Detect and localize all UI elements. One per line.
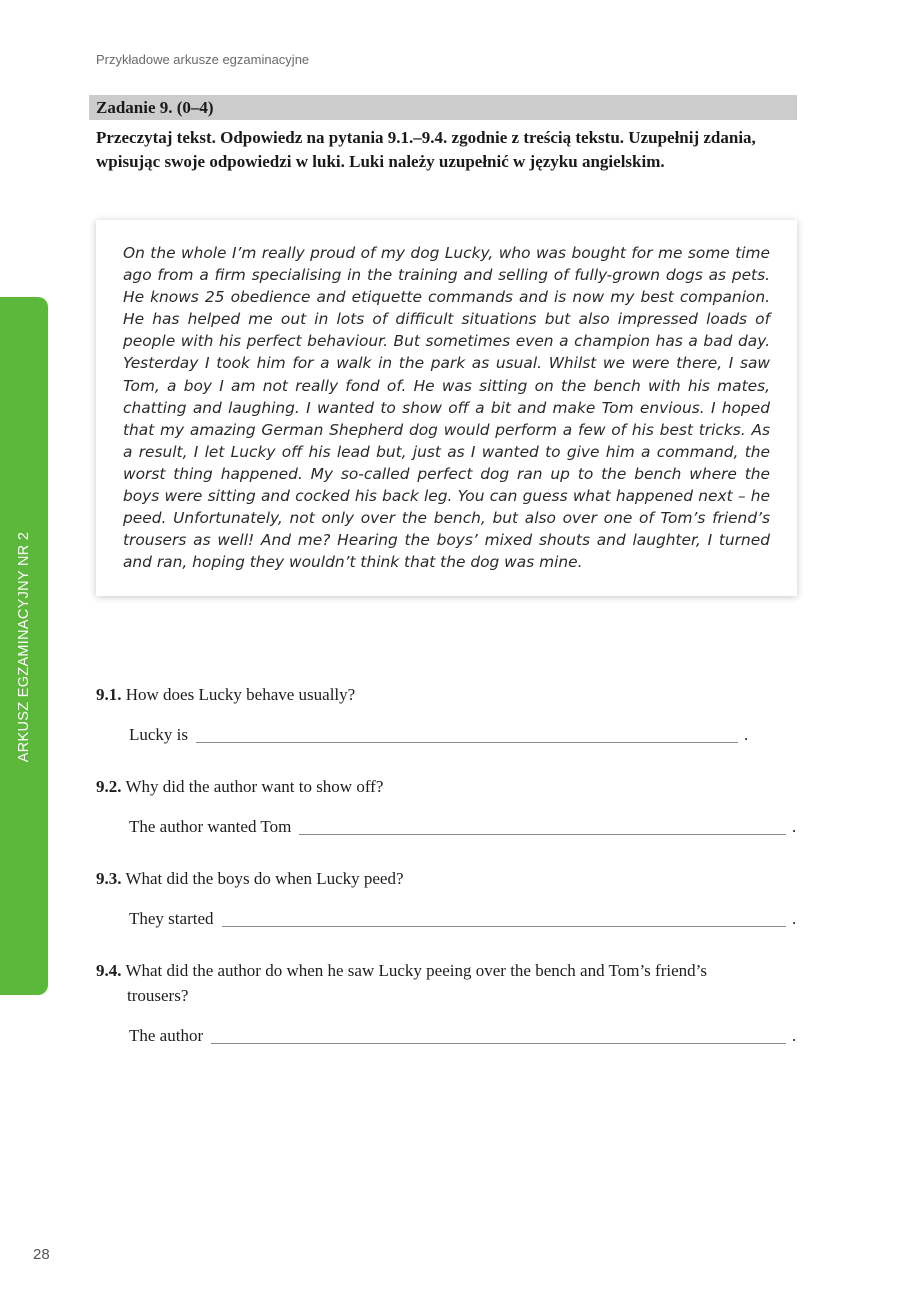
- task-title: Zadanie 9. (0–4): [89, 95, 797, 120]
- question-text: What did the author do when he saw Lucky peeing over the bench and Tom’s friend’s: [125, 961, 707, 980]
- question-text-continued: trousers?: [127, 986, 189, 1005]
- question-9-3: [96, 866, 786, 891]
- answer-blank[interactable]: [222, 910, 787, 927]
- side-tab-label: ARKUSZ EGZAMINACYJNY NR 2: [16, 531, 32, 763]
- question-9-2: [96, 774, 786, 799]
- answer-9-1: [129, 724, 750, 746]
- answer-blank[interactable]: [196, 726, 738, 743]
- question-text: Why did the author want to show off?: [125, 777, 384, 796]
- answer-stem: They started: [129, 909, 214, 928]
- question-number: 9.4.: [96, 961, 122, 980]
- answer-end-mark: .: [744, 725, 749, 744]
- answer-stem: Lucky is: [129, 725, 189, 744]
- answer-9-2: [129, 816, 798, 838]
- question-9-4: [96, 958, 786, 1008]
- answer-9-3: [129, 908, 798, 930]
- question-text: How does Lucky behave usually?: [125, 685, 356, 704]
- answer-blank[interactable]: [211, 1027, 786, 1044]
- page-number: 28: [33, 1246, 50, 1263]
- answer-end-mark: .: [792, 817, 797, 836]
- answer-9-4: [129, 1025, 798, 1047]
- question-number: 9.2.: [96, 777, 122, 796]
- answer-end-mark: .: [792, 909, 797, 928]
- answer-end-mark: .: [792, 1026, 797, 1045]
- running-header: Przykładowe arkusze egzaminacyjne: [96, 52, 310, 67]
- answer-blank[interactable]: [299, 818, 786, 835]
- question-9-1: [96, 682, 786, 707]
- question-number: 9.1.: [96, 685, 122, 704]
- answer-stem: The author wanted Tom: [129, 817, 292, 836]
- reading-text-box: [96, 220, 797, 596]
- question-text: What did the boys do when Lucky peed?: [125, 869, 404, 888]
- answer-stem: The author: [129, 1026, 204, 1045]
- question-number: 9.3.: [96, 869, 122, 888]
- task-instruction: Przeczytaj tekst. Odpowiedz na pytania 9.1.–9.4. zgodnie z treścią tekstu. Uzupełnij zdania, wpisując swoje odpowiedzi w luki. Luki należy uzupełnić w języku angielskim.: [96, 128, 756, 171]
- reading-text: On the whole I’m really proud of my dog Lucky, who was bought for me some time ago from a firm specialising in the training and selling of fully-grown dogs as pets. He knows 25 obedience and etiquette commands and is now my best companion. He has helped me out in lots of difficult situations but also impressed loads of people with his perfect behaviour. But sometimes even a champion has a bad day. Yesterday I took him for a walk in the park as usual. Whilst we were there, I saw Tom, a boy I am not really fond of. He was sitting on the bench with his mates, chatting and laughing. I wanted to show off a bit and make Tom envious. I hoped that my amazing German Shepherd dog would perform a few of his best tricks. As a result, I let Lucky off his lead but, just as I wanted to give him a command, the worst thing happened. My so-called perfect dog ran up to the bench where the boys were sitting and cocked his back leg. You can guess what happened next – he peed. Unfortunately, not only over the bench, but also over one of Tom’s friend’s trousers as well! And me? Hearing the boys’ mixed shouts and laughter, I turned and ran, hoping they wouldn’t think that the dog was mine.: [123, 244, 770, 572]
